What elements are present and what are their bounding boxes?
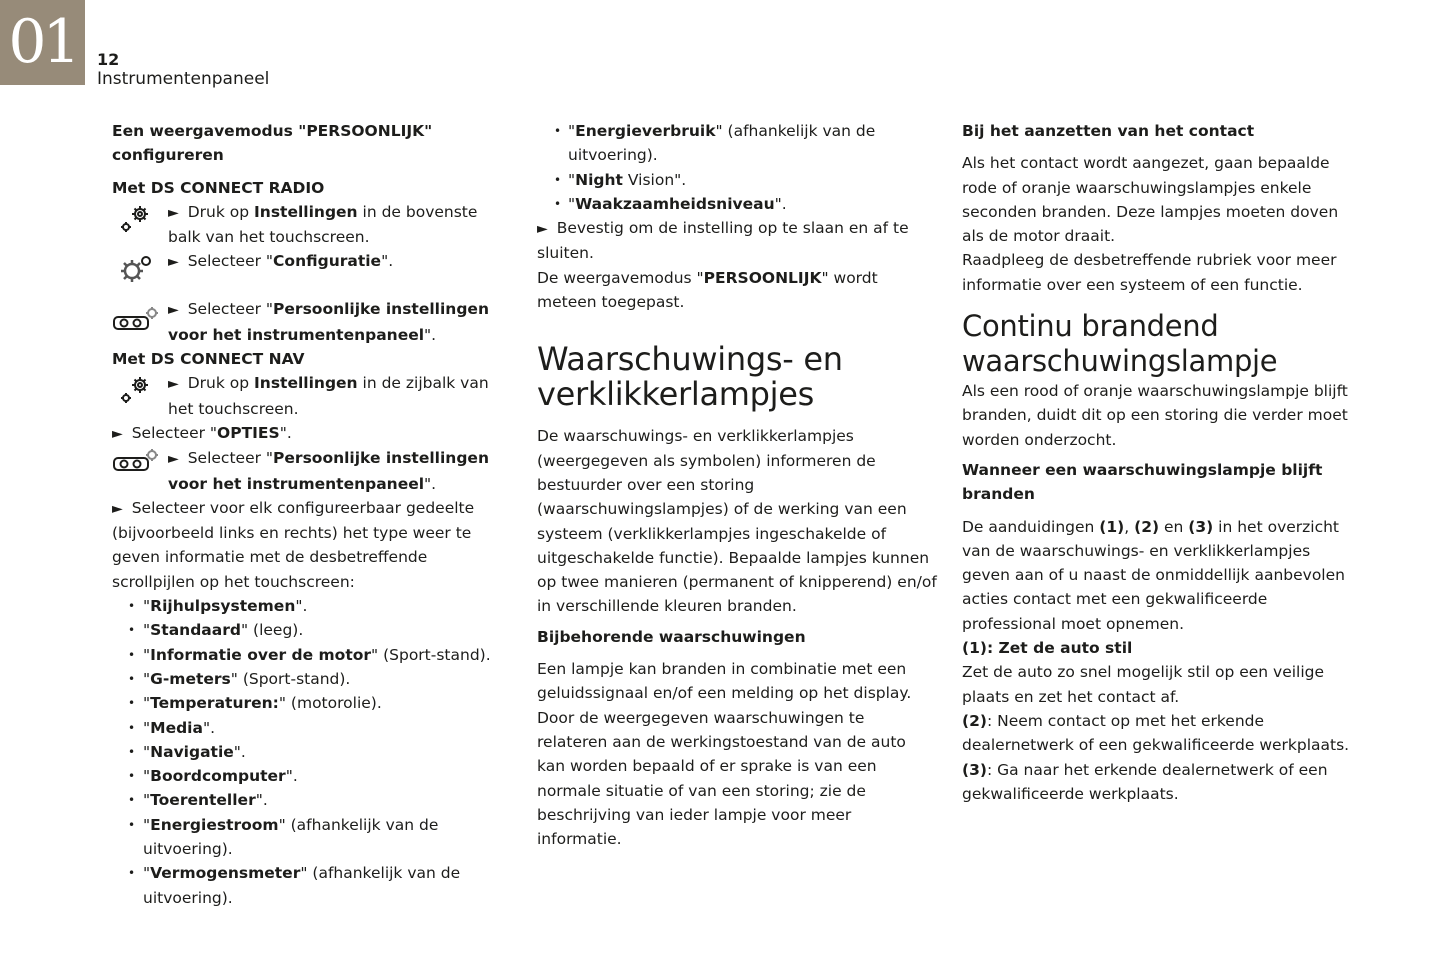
radio-heading: Met DS CONNECT RADIO [112,178,325,197]
radio-step-personal-text [168,297,492,347]
instrument-panel-settings-icon [112,301,160,337]
text: ". [424,474,437,493]
chapter-number-badge: 01 [0,0,85,85]
text: De weergavemodus " [537,268,704,287]
nav-heading: Met DS CONNECT NAV [112,350,305,369]
nav-step-personal-text [168,446,492,496]
option-name: Night [575,170,623,189]
option-detail: " (Sport-stand). [230,669,351,688]
column-middle [537,119,937,851]
ignition-reference: Raadpleeg de desbetreffende rubriek voor meer informatie over een systeem of een functie. [962,251,1337,294]
option-detail: ". [774,194,787,213]
ref-code: (3) [962,760,987,779]
option-name: G-meters [150,669,231,688]
arrow-icon: ► [168,204,179,221]
list-item: • "Informatie over de motor" (Sport-stand). [112,643,492,667]
text: ". [279,423,292,442]
when-lamp-stays-on-heading: Wanneer een waarschuwingslampje blijft branden [962,460,1323,504]
continuous-lamp-heading: Continu brandend waarschuwingslampje [962,309,1278,379]
text-bold: Instellingen [254,202,358,221]
nav-step-settings-text [168,371,492,421]
ref-code: (1) [962,639,987,658]
warning-lamps-intro: De waarschuwings- en verklikkerlampjes (weergegeven als symbolen) informeren de bestuurder over een storing (waarschuwingslampjes) of de werking van een systeem (verklikkerlampjes ingeschakelde of uitgeschakelde functie). Bepaalde lampjes kunnen op twee manieren (permanent of knipperend) en/of in verschillende kleuren branden. [537,427,937,616]
text: De aanduidingen [962,517,1100,536]
applied-note [537,266,937,315]
option-detail: " (motorolie). [278,694,382,713]
item-1-text: Zet de auto zo snel mogelijk stil op een veilige plaats en zet het contact af. [962,663,1325,706]
option-name: Temperaturen: [150,694,279,713]
list-item: • "Navigatie". [112,740,492,764]
radio-step-configuration-text [168,249,492,274]
radio-step-configuration [112,249,492,297]
option-name: Energiestroom [150,815,279,834]
option-name: Waakzaamheidsniveau [575,194,775,213]
option-detail: ". [285,767,298,786]
list-item: • "Night Vision". [537,168,937,192]
configuration-gears-icon [112,251,160,287]
continuous-lamp-text: Als een rood of oranje waarschuwingslampje blijft branden, duidt dit op een storing die verder moet worden onderzocht. [962,382,1348,449]
arrow-icon: ► [168,254,179,271]
option-detail: " (Sport-stand). [371,645,491,664]
configure-heading: Een weergavemodus "PERSOONLIJK" configureren [112,122,433,165]
list-item: • "G-meters" (Sport-stand). [112,667,492,691]
text: ". [424,325,437,344]
text-bold: Persoonlijke instellingen voor het instrumentenpaneel [168,300,489,344]
option-name: Toerenteller [150,791,256,810]
option-detail: ". [295,597,308,616]
option-detail: ". [202,718,216,737]
option-name: Boordcomputer [150,767,286,786]
list-item: • "Temperaturen:" (motorolie). [112,691,492,715]
text: Selecteer " [187,300,274,319]
option-name: Informatie over de motor [150,645,372,664]
item-3 [962,758,1362,807]
associated-warnings-text: Een lampje kan branden in combinatie met een geluidssignaal en/of een melding op het display. Door de weergegeven waarschuwingen te relateren aan de werkingstoestand van de auto kan worden bepaald of er sprake is van een normale situatie of van een storing; zie de beschrijving van ieder lampje voor meer informatie. [537,660,912,849]
text: in het overzicht van de waarschuwings- en verklikkerlampjes geven aan of u naast de onmiddellijk aanbevolen acties contact met een gekwalificeerde professional moet opnemen. [962,517,1345,633]
ignition-heading: Bij het aanzetten van het contact [962,122,1255,140]
text: Selecteer " [131,423,218,442]
confirm-instruction [537,216,937,266]
list-item: • "Toerenteller". [112,788,492,812]
option-name: Rijhulpsystemen [150,597,296,616]
text: : Ga naar het erkende dealernetwerk of een gekwalificeerde werkplaats. [962,760,1328,803]
arrow-icon: ► [112,500,123,517]
display-options-list-continued [537,119,937,216]
settings-gears-icon [112,373,160,409]
option-name: Vermogensmeter [150,864,301,883]
associated-warnings-heading: Bijbehorende waarschuwingen [537,627,806,646]
arrow-icon: ► [168,451,179,468]
text: Selecteer voor elk configureerbaar gedeelte (bijvoorbeeld links en rechts) het type weer te geven informatie met de desbetreffende scrollpijlen op het touchscreen: [112,498,475,591]
text: Druk op [187,202,255,221]
item-2 [962,709,1362,758]
option-detail: Vision". [622,170,687,189]
column-left [112,119,492,910]
nav-step-settings [112,371,492,421]
option-name: Energieverbruik [575,122,716,140]
option-name: Standaard [150,621,241,640]
text: " wordt meteen toegepast. [537,268,878,312]
ref-code: (2) [1134,517,1160,536]
list-item: • "Standaard" (leeg). [112,618,492,642]
indications-text [962,515,1362,636]
arrow-icon: ► [112,425,123,442]
option-detail: " (afhankelijk van de uitvoering). [143,864,461,907]
option-detail: ". [255,791,268,810]
select-each-instruction [112,496,492,594]
list-item: • "Energieverbruik" (afhankelijk van de uitvoering). [537,119,937,168]
list-item: • "Media". [112,716,492,740]
option-detail: " (afhankelijk van de uitvoering). [143,815,439,859]
radio-step-personal [112,297,492,347]
column-right [962,119,1362,806]
text-bold: Instellingen [254,374,358,393]
text: in de bovenste balk van het touchscreen. [168,202,478,247]
text: en [1159,517,1189,536]
text: Bevestig om de instelling op te slaan en af te sluiten. [537,219,909,263]
page-number: 12 [97,50,120,69]
nav-step-options [112,421,492,446]
text-bold: : Zet de auto stil [986,639,1133,658]
list-item: • "Energiestroom" (afhankelijk van de uitvoering). [112,813,492,862]
radio-step-settings-text [168,200,492,250]
display-options-list [112,594,492,910]
text: : Neem contact op met het erkende dealernetwerk of een gekwalificeerde werkplaats. [962,711,1350,755]
text-bold: OPTIES [217,423,280,442]
warning-lamps-heading: Waarschuwings- en verklikkerlampjes [537,340,843,414]
option-detail: ". [233,742,246,761]
text-bold: Configuratie [273,252,382,271]
option-name: Navigatie [150,742,234,761]
nav-step-personal [112,446,492,496]
text: Selecteer " [187,449,274,468]
option-detail: " (afhankelijk van de uitvoering). [568,122,876,165]
text: Druk op [187,374,255,393]
text-bold: PERSOONLIJK [703,268,822,287]
ref-code: (2) [962,711,987,730]
text: in de zijbalk van het touchscreen. [168,374,489,418]
radio-step-settings [112,200,492,250]
text: ". [381,252,394,271]
text-bold: Persoonlijke instellingen voor het instrumentenpaneel [168,449,489,493]
ref-code: (3) [1188,517,1214,536]
arrow-icon: ► [168,376,179,393]
ignition-text: Als het contact wordt aangezet, gaan bepaalde rode of oranje waarschuwingslampjes enkele seconden branden. Deze lampjes moeten doven als de motor draait. [962,154,1339,246]
option-name: Media [150,718,203,737]
ref-code: (1) [1099,517,1125,536]
text: Selecteer " [187,252,274,271]
instrument-panel-settings-icon [112,446,160,482]
section-title: Instrumentenpaneel [97,69,270,89]
option-detail: " (leeg). [240,621,304,640]
arrow-icon: ► [168,302,179,319]
text: , [1124,517,1135,536]
list-item: • "Vermogensmeter" (afhankelijk van de uitvoering). [112,861,492,910]
list-item: • "Rijhulpsystemen". [112,594,492,618]
settings-gears-icon [112,202,160,238]
list-item: • "Boordcomputer". [112,764,492,788]
list-item: • "Waakzaamheidsniveau". [537,192,937,216]
arrow-icon: ► [537,221,548,238]
item-1-title [962,636,1362,660]
